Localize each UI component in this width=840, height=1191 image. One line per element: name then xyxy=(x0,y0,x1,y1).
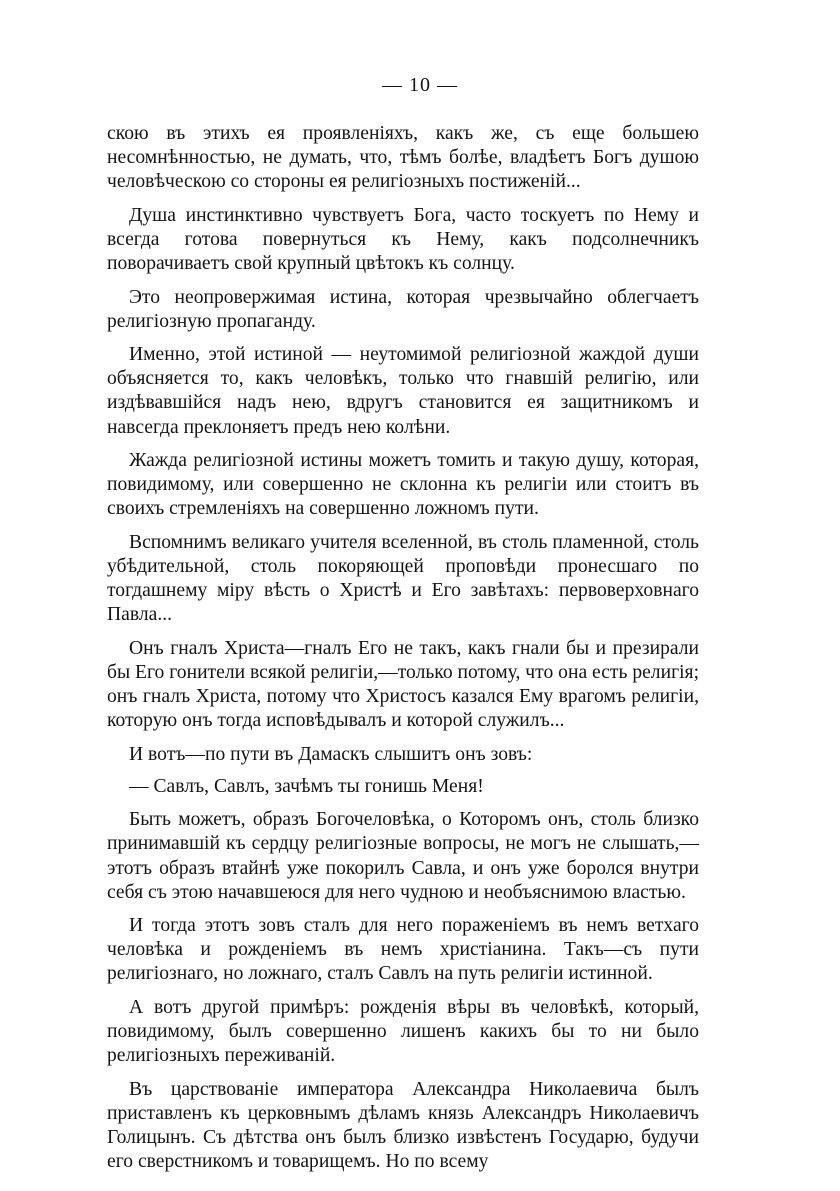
paragraph: Быть можетъ, образъ Богочеловѣка, о Которомъ онъ, столь близко принимавшій къ сердцу религіозные вопросы, не могъ не слышать,—этотъ образъ втайнѣ уже покорилъ Савла, и онъ уже боролся внутри себя съ этою начавшеюся для него чудною и необъяснимою властью. xyxy=(107,809,699,903)
paragraph: Онъ гналъ Христа—гналъ Его не такъ, какъ гнали бы и презирали бы Его гонители всякой религіи,—только потому, что она есть религія; онъ гналъ Христа, потому что Христосъ казался Ему врагомъ религіи, которую онъ тогда исповѣдывалъ и которой служилъ... xyxy=(107,637,700,732)
quoted-speech: — Савлъ, Савлъ, зачѣмъ ты гонишь Меня! xyxy=(129,775,484,797)
paragraph: Вспомнимъ великаго учителя вселенной, въ столь пламенной, столь убѣдительной, столь покоряющей проповѣди пронесшаго по тогдашнему міру вѣсть о Христѣ и Его завѣтахъ: первоверховнаго Павла... xyxy=(107,531,699,626)
paragraph: Душа инстинктивно чувствуетъ Бога, часто тоскуетъ по Нему и всегда готова повернуться къ Нему, какъ подсолнечникъ поворачиваетъ свой крупный цвѣтокъ къ солнцу. xyxy=(107,204,699,274)
page-number: — 10 — xyxy=(382,74,458,96)
paragraph: скою въ этихъ ея проявленіяхъ, какъ же, съ еще большею несомнѣнностью, не думать, что, тѣмъ болѣе, владѣетъ Богъ душою человѣческою со стороны ея религіозныхъ постиженій... xyxy=(107,123,699,193)
paragraph: Въ царствованіе императора Александра Николаевича былъ приставленъ къ церковнымъ дѣламъ князь Александръ Николаевичъ Голицынъ. Съ дѣтства онъ былъ близко извѣстенъ Государю, будучи его сверстникомъ и товарищемъ. Но по всему xyxy=(107,1078,699,1173)
paragraph: Жажда религіозной истины можетъ томить и такую душу, которая, повидимому, или совершенно не склонна къ религіи или стоитъ въ своихъ стремленіяхъ на совершенно ложномъ пути. xyxy=(107,450,699,520)
paragraph: А вотъ другой примѣръ: рожденія вѣры въ человѣкѣ, который, повидимому, былъ совершенно лишенъ какихъ бы то ни было религіозныхъ переживаній. xyxy=(107,997,699,1067)
body-text xyxy=(107,122,699,1184)
paragraph: Именно, этой истиной — неутомимой религіозной жаждой души объясняется то, какъ человѣкъ, только что гнавшій религію, или издѣвавшійся надъ нею, вдругъ становится ея защитникомъ и навсегда преклоняетъ предъ нею колѣни. xyxy=(107,344,699,438)
paragraph: Это неопровержимая истина, которая чрезвычайно облегчаетъ религіозную пропаганду. xyxy=(107,286,699,332)
paragraph: И тогда этотъ зовъ сталъ для него пораженіемъ въ немъ ветхаго человѣка и рожденіемъ въ немъ христіанина. Такъ—съ пути религіознаго, но ложнаго, сталъ Савлъ на путь религіи истинной. xyxy=(107,915,699,985)
paragraph: И вотъ—по пути въ Дамаскъ слышитъ онъ зовъ: xyxy=(129,743,533,765)
